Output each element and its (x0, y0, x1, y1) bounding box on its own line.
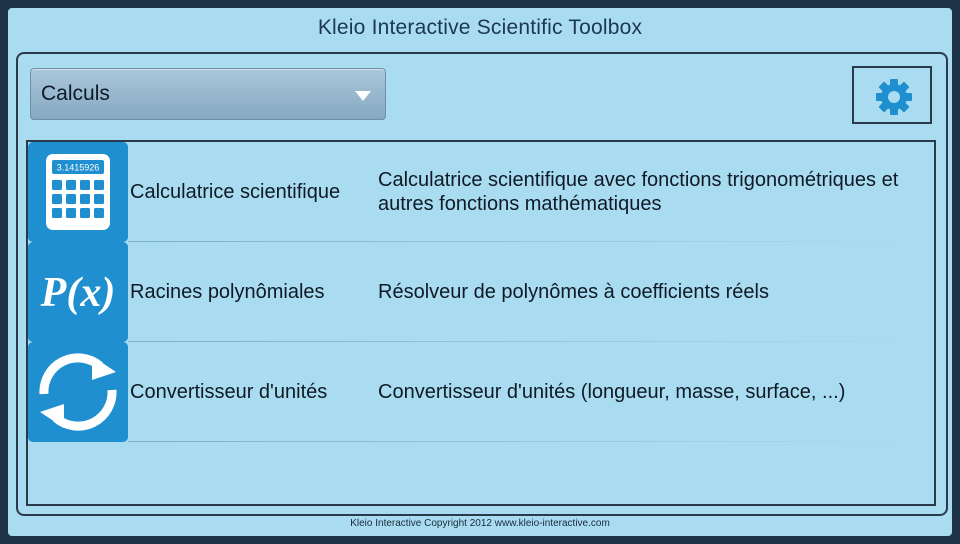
tool-description: Calculatrice scientifique avec fonctions trigonométriques et autres fonctions mathématiques (378, 169, 899, 215)
app-window (6, 6, 954, 538)
tool-list (26, 140, 936, 506)
main-panel (16, 52, 948, 516)
tool-title: Calculatrice scientifique (130, 180, 341, 203)
row-divider (128, 441, 920, 442)
chevron-down-icon (355, 91, 371, 101)
list-item-racines[interactable] (28, 242, 934, 342)
category-dropdown-value: Calculs (41, 82, 110, 105)
category-dropdown[interactable] (30, 68, 386, 120)
gear-icon (874, 77, 914, 117)
tool-description: Résolveur de polynômes à coefficients réels (378, 281, 769, 303)
tool-title: Convertisseur d'unités (130, 380, 328, 403)
app-title: Kleio Interactive Scientific Toolbox (317, 16, 643, 39)
settings-button[interactable] (852, 66, 932, 124)
calculator-display: 3.1415926 (56, 162, 100, 173)
list-item-calculatrice[interactable] (28, 142, 934, 242)
convert-arrows-icon (28, 342, 128, 442)
footer-copyright: Kleio Interactive Copyright 2012 www.kleio-interactive.com (350, 518, 610, 529)
list-item-convertisseur[interactable] (28, 342, 934, 442)
tool-description: Convertisseur d'unités (longueur, masse, surface, ...) (378, 381, 846, 403)
calculator-icon (28, 142, 128, 242)
polynomial-icon (28, 242, 128, 342)
tool-title: Racines polynômiales (130, 280, 325, 303)
polynomial-icon-text: P(x) (40, 270, 116, 316)
